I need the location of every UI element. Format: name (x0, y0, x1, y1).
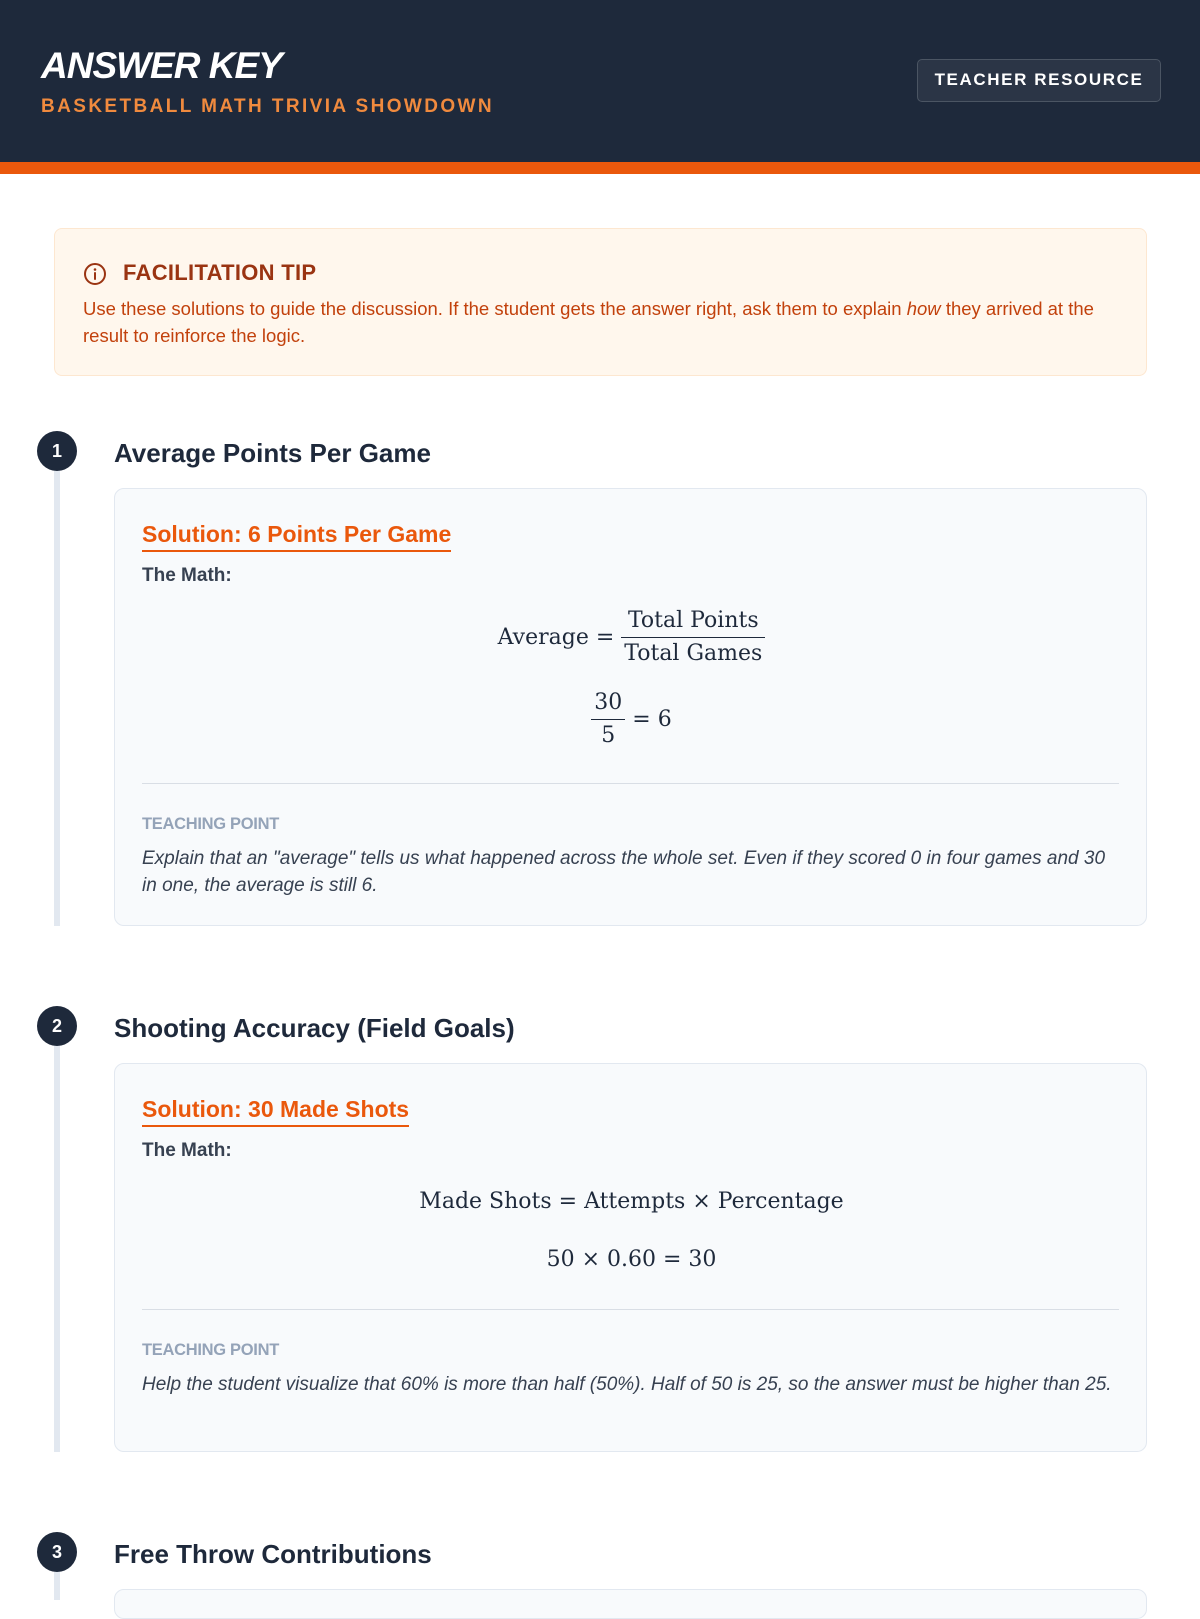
math-label-2: The Math: (142, 1140, 232, 1161)
math-label-1: The Math: (142, 565, 232, 586)
teaching-point-text-2: Help the student visualize that 60% is more than half (50%). Half of 50 is 25, so the answer must be higher than 25. (142, 1374, 1112, 1395)
question-title-3: Free Throw Contributions (114, 1539, 432, 1569)
question-title-1: Average Points Per Game (114, 438, 431, 468)
question-number-1: 1 (37, 431, 77, 471)
page-subtitle: BASKETBALL MATH TRIVIA SHOWDOWN (41, 96, 494, 117)
page-header (0, 0, 1200, 174)
card-divider-1 (142, 783, 1119, 784)
formula-average: Average = $\frac{\text{Total Points}}{\text{Total Games}}$ (115, 607, 1148, 668)
teacher-resource-badge: TEACHER RESOURCE (917, 59, 1161, 102)
solution-heading-1: Solution: 6 Points Per Game (142, 519, 451, 552)
tip-emphasis: how (906, 298, 941, 319)
timeline-line-1 (54, 470, 60, 926)
teaching-point-label-1: TEACHING POINT (142, 815, 279, 833)
formula-calculation-2: 50 × 0.60 = 30 (546, 1247, 717, 1272)
solution-card-3 (114, 1589, 1147, 1619)
formula-made-shots: Made Shots = Attempts × Percentage (419, 1189, 844, 1214)
page-title: ANSWER KEY (41, 45, 282, 86)
question-number-3: 3 (37, 1532, 77, 1572)
solution-heading-2: Solution: 30 Made Shots (142, 1094, 409, 1127)
solution-card-2 (114, 1063, 1147, 1452)
tip-text: Use these solutions to guide the discussion. If the student gets the answer right, ask them to explain how they arrived at the result to reinforce the logic. (83, 298, 1094, 346)
teaching-point-text-1: Explain that an "average" tells us what happened across the whole set. Even if they scored 0 in four games and 30 in one, the average is still 6. (142, 848, 1106, 896)
solution-card-1 (114, 488, 1147, 926)
formula-calculation-1: $\frac{30}{5}$ = 6 (115, 689, 1148, 750)
timeline-line-3 (54, 1571, 60, 1600)
info-circle-icon (83, 262, 107, 286)
facilitation-tip-box (54, 228, 1147, 376)
timeline-line-2 (54, 1045, 60, 1452)
question-number-2: 2 (37, 1006, 77, 1046)
question-title-2: Shooting Accuracy (Field Goals) (114, 1013, 515, 1043)
teaching-point-label-2: TEACHING POINT (142, 1341, 279, 1359)
card-divider-2 (142, 1309, 1119, 1310)
tip-title: FACILITATION TIP (123, 260, 317, 285)
